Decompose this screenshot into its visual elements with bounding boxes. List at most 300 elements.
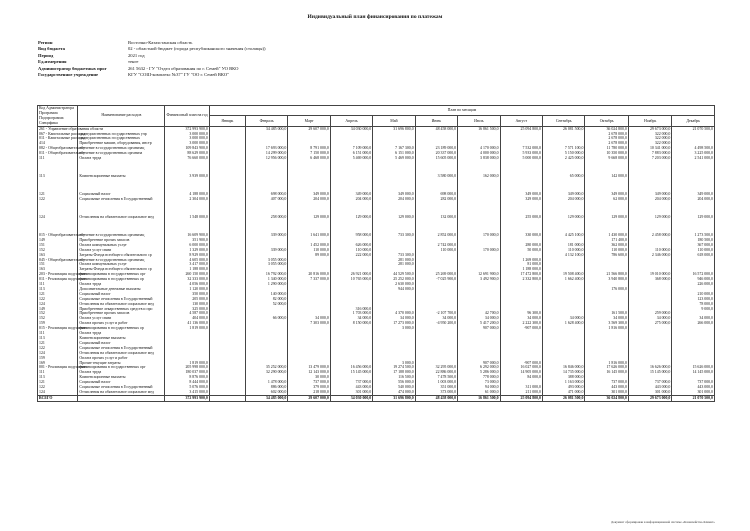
table-row [38, 197, 715, 215]
row-month-value: 443 000,0 [330, 385, 372, 390]
row-month-value: 275 000,0 [628, 321, 671, 326]
row-month-value: 34 485 000,0 [245, 126, 287, 131]
row-month-value: 7 167 300,0 [373, 146, 415, 151]
row-month-value: 301 000,0 [672, 390, 715, 395]
row-month-value: 1 703 000,0 [330, 311, 372, 316]
row-month-value: 15 145 000,0 [330, 370, 372, 375]
row-month-value: 204 000,0 [330, 197, 372, 215]
row-month-value: 698 000,0 [415, 192, 457, 197]
row-month-value: 17 273 000,0 [373, 321, 415, 326]
row-month-value: 3 055 000,0 [245, 258, 287, 263]
row-month-value: 367 000,0 [672, 243, 715, 248]
meta-value: тенге [128, 59, 139, 65]
row-name: Приобретение лекарственных средств и про [78, 307, 165, 312]
row-code: 149 [38, 307, 78, 312]
row-name: Отчисления на обязательное социальное мед [78, 351, 165, 356]
row-code: 113 [38, 287, 78, 292]
row-month-value: 61 000,0 [458, 390, 500, 395]
row-month-value: 25 094 800,0 [500, 395, 542, 401]
row-month-value: 280 000,0 [500, 243, 542, 248]
row-month-value: 2 742 000,0 [415, 243, 457, 248]
row-month-value: 3 000,0 [373, 361, 415, 366]
row-month-value: 34 030 000,0 [330, 395, 372, 401]
row-code: 152 [38, 311, 78, 316]
row-month-value: 16 861 500,0 [458, 395, 500, 401]
row-month-value: 339 000,0 [245, 233, 287, 238]
row-year-total: 8 929 000,0 [165, 253, 210, 258]
row-month-value: 493 000,0 [542, 385, 584, 390]
row-code: 015 - Реализация подушевого [39, 326, 88, 331]
row-name: Оплата прочих услуг и работ [78, 356, 165, 361]
row-year-total: 3 000 000,0 [165, 136, 210, 141]
row-year-total: 32 333 000,0 [165, 277, 210, 282]
row-month-value: 1 340 000,0 [245, 277, 287, 282]
row-month-value: 110 000,0 [672, 248, 715, 253]
row-month-value: 162 000,0 [458, 174, 500, 192]
row-month-value: 16 456 000,0 [330, 365, 372, 370]
row-month-value: 259 000,0 [628, 311, 671, 316]
row-month-value: 7 109 000,0 [330, 146, 372, 151]
row-month-value: 6 292 000,0 [458, 365, 500, 370]
row-month-value: 1 641 000,0 [288, 233, 330, 238]
row-month-value: 132 000,0 [415, 215, 457, 233]
row-month-value: 1 452 000,0 [288, 243, 330, 248]
row-code: 111 [38, 331, 78, 336]
row-month-value: 8 150 000,0 [330, 321, 372, 326]
row-code: 067 - Капитальные расходы [39, 131, 85, 136]
row-code: 163 [38, 267, 78, 272]
row-month-value: 2 222 300,0 [500, 321, 542, 326]
row-code: 113 [38, 375, 78, 380]
row-month-value: 281 000,0 [373, 258, 415, 263]
row-year-total: 8 444 000,0 [165, 380, 210, 385]
row-month-value: 786 600,0 [585, 253, 628, 258]
row-month-value: 368 000,0 [628, 277, 671, 282]
row-month-value: 737 000,0 [330, 380, 372, 385]
row-month-value [458, 197, 500, 215]
header-code: Код Администратора Программа Подпрограмма Специфика [38, 106, 78, 127]
row-month-value: 16 145 000,0 [585, 370, 628, 375]
row-month-value: 20 337 000,0 [415, 151, 457, 156]
row-code: 121 [38, 341, 78, 346]
row-code: 124 [38, 351, 78, 356]
row-year-total: 4 605 000,0 [165, 258, 210, 263]
row-month-value: 3 580 000,0 [415, 174, 457, 192]
plan-table-wrap [37, 105, 715, 402]
row-month-value [458, 215, 500, 233]
row-year-total: 3 000 000,0 [165, 141, 210, 146]
row-month-value: 349 000,0 [542, 192, 584, 197]
row-month-value: 204 000,0 [672, 197, 715, 215]
row-month-value: 34 000,0 [672, 316, 715, 321]
row-month-value: 733 300,0 [373, 233, 415, 238]
row-month-value [672, 174, 715, 192]
row-month-value: 129 000,0 [542, 215, 584, 233]
row-month-value: 5 469 000,0 [330, 156, 372, 174]
row-month-value: 73 000,0 [458, 380, 500, 385]
row-month-value: 116 500,0 [373, 375, 415, 380]
row-year-total: 1 329 000,0 [165, 248, 210, 253]
row-month-value: -4 950 200,0 [415, 321, 457, 326]
row-month-value: 1 628 400,0 [542, 321, 584, 326]
row-month-value: 20 816 000,0 [288, 272, 330, 277]
row-name: Отчисления на обязательное социальное мед [78, 302, 165, 307]
row-code: 011 - Реализация подушевого [39, 277, 88, 282]
row-name: финансирования в государственных ор [78, 326, 165, 331]
row-month-value: 379 000,0 [288, 385, 330, 390]
row-code: 011 - Общеобразовательное [39, 151, 85, 156]
row-month-value: 443 000,0 [585, 385, 628, 390]
row-year-total: 3 939 000,0 [165, 174, 210, 192]
row-month-value: 123 000,0 [672, 297, 715, 302]
row-month-value: 170 000,0 [458, 248, 500, 253]
row-year-total: 325 000,0 [165, 307, 210, 312]
row-month-value: 13 479 000,0 [288, 365, 330, 370]
row-month-value: 36 024 800,0 [585, 126, 628, 131]
month-header: Декабрь [672, 116, 715, 126]
row-month-value: 1 662 400,0 [542, 277, 584, 282]
row-month-value: 907 000,0 [458, 361, 500, 366]
row-month-value: 30 000,0 [288, 375, 330, 380]
row-month-value: 349 000,0 [330, 192, 372, 197]
row-code: 045 - Общеобразовательное [39, 257, 86, 262]
row-code: 124 [38, 302, 78, 307]
row-month-value: 204 000,0 [373, 197, 415, 215]
row-code: 169 [38, 361, 78, 366]
row-month-value: 7 303 000,0 [288, 321, 330, 326]
row-month-value: 26 081 500,0 [542, 395, 584, 401]
row-month-value: 7 337 000,0 [288, 277, 330, 282]
row-month-value: 3 569 300,0 [585, 321, 628, 326]
row-month-value: 17 472 800,0 [500, 272, 542, 277]
row-code: 121 [38, 192, 78, 197]
row-month-value: 34 000,0 [415, 316, 457, 321]
row-year-total: 3 417 000,0 [165, 262, 210, 267]
row-month-value: 25 252 000,0 [373, 277, 415, 282]
row-month-value: 14 905 000,0 [500, 370, 542, 375]
row-month-value: 4 425 100,0 [542, 233, 584, 238]
row-month-value: 82 000,0 [245, 297, 287, 302]
document-meta [38, 40, 266, 78]
month-header: Октябрь [585, 116, 628, 126]
row-year-total: 76 660 000,0 [165, 156, 210, 174]
row-name: Оплата услуг связи [78, 248, 165, 253]
row-month-value: 1 430 000,0 [585, 233, 628, 238]
row-month-value: 1 273 500,0 [672, 233, 715, 238]
row-name [78, 395, 165, 401]
row-year-total: 6 000 000,0 [165, 243, 210, 248]
row-code: 113 [38, 174, 78, 192]
row-year-total: 404 000,0 [165, 316, 210, 321]
meta-value: 261 5632 - ГУ "Отдел образования по г. Семей" УО ВКО [128, 65, 239, 71]
row-month-value: 34 030 000,0 [330, 126, 372, 131]
meta-value: КГУ "СОШ-комплекс №37" ГУ "ОО г. Семей ВКО" [128, 72, 230, 78]
row-name: Оплата коммунальных услуг [78, 262, 165, 267]
row-month-value: 474 000,0 [373, 390, 415, 395]
month-header: Февраль [245, 116, 287, 126]
row-month-value: 142 000,0 [585, 174, 628, 192]
row-month-value: 322 000,0 [628, 132, 671, 137]
row-month-value: 351 000,0 [415, 385, 457, 390]
row-month-value: 26 921 000,0 [330, 272, 372, 277]
row-month-value [245, 174, 287, 192]
row-month-value: 23 189 000,0 [415, 146, 457, 151]
row-month-value: 12 956 000,0 [245, 156, 287, 174]
month-header: Январь [209, 116, 245, 126]
row-month-value: -907 000,0 [500, 361, 542, 366]
row-month-value: 34 000,0 [373, 316, 415, 321]
row-month-value: 21 070 500,0 [672, 126, 715, 131]
row-month-value: 5 000 000,0 [500, 156, 542, 174]
row-month-value: 322 000,0 [628, 136, 671, 141]
row-name: обучение в государственных организац [78, 146, 165, 151]
row-year-total: 109 843 900,0 [165, 146, 210, 151]
document-title: Индивидуальный план финансирования по платежам [307, 14, 443, 20]
row-month-value: 34 000,0 [628, 316, 671, 321]
row-month-value: 4 370 000,0 [373, 311, 415, 316]
row-name: Оплата труда [78, 156, 165, 174]
row-month-value: 907 000,0 [458, 326, 500, 331]
row-month-value: 329 000,0 [500, 197, 542, 215]
row-month-value [209, 174, 245, 192]
meta-label: Регион [38, 40, 53, 45]
row-code: 152 [38, 248, 78, 253]
row-year-total: 4 056 000,0 [165, 282, 210, 287]
row-name: Социальные отчисления в Государственный [78, 346, 165, 351]
row-month-value: 36 024 800,0 [585, 395, 628, 401]
row-year-total: 351 900,0 [165, 238, 210, 243]
row-month-value: 3 225 000,0 [672, 151, 715, 156]
row-month-value [209, 197, 245, 215]
row-month-value: 62 000,0 [585, 197, 628, 215]
row-month-value: 958 000,0 [330, 233, 372, 238]
row-name: финансирования в государственных орг [78, 272, 165, 277]
table-row [38, 156, 715, 174]
row-year-total: 88 629 000,0 [165, 151, 210, 156]
month-header: Март [288, 116, 330, 126]
row-month-value: 161 500,0 [585, 311, 628, 316]
header-year-plan: Финансовый план на год [165, 106, 210, 127]
meta-row [38, 72, 266, 78]
row-month-value: 22 886 000,0 [415, 370, 457, 375]
row-month-value: 16 861 500,0 [458, 126, 500, 131]
row-code: 015 - Общеобразовательное [39, 232, 86, 237]
row-code: 152 [38, 316, 78, 321]
row-month-value: 349 000,0 [500, 192, 542, 197]
row-month-value: -2 107 700,0 [415, 311, 457, 316]
row-month-value: 96 300,0 [500, 311, 542, 316]
header-name: Наименование расходов [78, 106, 165, 127]
row-month-value: 388 000,0 [542, 375, 584, 380]
row-month-value: 266 000,0 [672, 321, 715, 326]
row-month-value: -7 025 900,0 [415, 277, 457, 282]
row-month-value: 16 626 000,0 [628, 365, 671, 370]
row-year-total: 130 000,0 [165, 302, 210, 307]
row-month-value: 349 000,0 [373, 192, 415, 197]
row-month-value: 282 000,0 [415, 197, 457, 215]
row-month-value: 204 000,0 [288, 197, 330, 215]
row-code: 111 [38, 282, 78, 287]
row-year-total: 16 609 900,0 [165, 233, 210, 238]
meta-label: Администратор бюджетных прог [38, 65, 107, 71]
row-month-value: 15 145 000,0 [628, 370, 671, 375]
row-month-value: 7 150 000,0 [288, 151, 330, 156]
row-month-value: 2 630 000,0 [373, 282, 415, 287]
row-year-total: 8 876 000,0 [165, 375, 210, 380]
row-month-value: 176 000,0 [585, 287, 628, 292]
row-month-value: 1 003 000,0 [415, 380, 457, 385]
month-header: Июль [458, 116, 500, 126]
row-code: 121 [38, 292, 78, 297]
row-year-total: 1 819 000,0 [165, 361, 210, 366]
row-month-value: 15 605 000,0 [415, 156, 457, 174]
row-name: обучение в государственных организа [78, 151, 165, 156]
row-month-value: 78 000,0 [672, 302, 715, 307]
row-month-value: 218 000,0 [288, 390, 330, 395]
row-month-value: 211 000,0 [500, 390, 542, 395]
row-month-value: 733 300,0 [373, 253, 415, 258]
row-name: Оплата коммунальных услуг [78, 243, 165, 248]
row-code: 149 [38, 238, 78, 243]
row-name: Оплата труда [78, 282, 165, 287]
row-month-value: 2 332 800,0 [500, 277, 542, 282]
row-month-value: 540 000,0 [373, 385, 415, 390]
meta-value: 02 - областной бюджет (города республиканского значения (столицы)) [128, 46, 266, 52]
row-name: Компенсационные выплаты [78, 336, 165, 341]
row-month-value: 110 000,0 [628, 248, 671, 253]
row-month-value: 204 000,0 [542, 197, 584, 215]
month-header: Апрель [330, 116, 372, 126]
row-month-value: 4 132 100,0 [542, 253, 584, 258]
row-name: Оплата труда [78, 331, 165, 336]
row-month-value: 301 000,0 [585, 390, 628, 395]
row-month-value: 29 607 000,0 [288, 395, 330, 401]
row-year-total: 4 188 000,0 [165, 192, 210, 197]
row-month-value: 16 846 000,0 [542, 365, 584, 370]
row-year-total: 1 188 000,0 [165, 267, 210, 272]
row-month-value: 19 010 000,0 [628, 272, 671, 277]
row-month-value: 7 883 000,0 [628, 151, 671, 156]
row-month-value: 737 000,0 [585, 380, 628, 385]
row-month-value: 8 791 000,0 [288, 146, 330, 151]
row-month-value: 698 000,0 [245, 192, 287, 197]
row-code: 414 [38, 141, 78, 146]
row-code: 111 [38, 156, 78, 174]
row-year-total: 3 415 000,0 [165, 390, 210, 395]
row-month-value [500, 174, 542, 192]
row-name: подведомственных государственных учр [78, 132, 165, 137]
row-month-value: 602 000,0 [245, 390, 287, 395]
row-year-total: 3 000 000,0 [165, 132, 210, 137]
row-code: 111 [38, 370, 78, 375]
row-month-value: 2 346 000,0 [628, 253, 671, 258]
row-year-total: 1 548 000,0 [165, 215, 210, 233]
row-month-value: 2 425 000,0 [542, 156, 584, 174]
month-header: Июнь [415, 116, 457, 126]
row-month-value: 7 532 000,0 [500, 146, 542, 151]
meta-value: Восточно-Казахстанская область [128, 40, 193, 45]
row-month-value: 66 000,0 [245, 316, 287, 321]
row-month-value: 301 000,0 [628, 390, 671, 395]
row-name: Компенсационные выплаты [78, 174, 165, 192]
row-month-value: 25 269 000,0 [415, 272, 457, 277]
month-header: Май [373, 116, 415, 126]
row-month-value: 737 000,0 [288, 380, 330, 385]
row-month-value: 89 000,0 [288, 253, 330, 258]
row-code: 261 - Управление образования области [39, 126, 104, 131]
row-month-value: 129 000,0 [373, 215, 415, 233]
row-month-value: 204 000,0 [628, 197, 671, 215]
row-month-value: 181 000,0 [542, 243, 584, 248]
row-month-value: 17 693 000,0 [245, 146, 287, 151]
row-month-value: 737 000,0 [672, 380, 715, 385]
row-month-value: 9 668 000,0 [585, 156, 628, 174]
row-month-value: 443 000,0 [628, 385, 671, 390]
row-month-value: 301 000,0 [330, 390, 372, 395]
row-month-value: 5 286 000,0 [458, 370, 500, 375]
row-year-total: 5 076 000,0 [165, 385, 210, 390]
row-month-value: 1 816 000,0 [585, 361, 628, 366]
row-month-value: 10 350 000,0 [585, 151, 628, 156]
row-month-value: 3 492 900,0 [458, 277, 500, 282]
row-code: 151 [38, 243, 78, 248]
row-month-value: 35 252 000,0 [245, 365, 287, 370]
row-name: Социальные отчисления в Государственный [78, 197, 165, 215]
row-name: Оплата услуг связи [78, 316, 165, 321]
row-code: 122 [38, 385, 78, 390]
row-month-value: 349 000,0 [672, 192, 715, 197]
row-name: Отчисления на обязательное социальное мед [78, 390, 165, 395]
row-month-value: 171 400,0 [585, 238, 628, 243]
row-year-total: 41 136 000,0 [165, 321, 210, 326]
row-month-value: 316 000,0 [330, 307, 372, 312]
row-month-value: 1 290 000,0 [245, 282, 287, 287]
row-month-value: 31 696 800,0 [373, 395, 415, 401]
row-month-value: 2 678 000,0 [585, 136, 628, 141]
row-month-value: 255 000,0 [500, 215, 542, 233]
row-month-value: 17 188 000,0 [373, 370, 415, 375]
month-header: Сентябрь [542, 116, 584, 126]
row-name: Социальные отчисления в Государственный [78, 297, 165, 302]
row-month-value: 946 000,0 [672, 277, 715, 282]
row-month-value: 14 299 000,0 [245, 151, 287, 156]
row-month-value [288, 174, 330, 192]
row-name: финансирования в государственных орг [78, 365, 165, 370]
row-year-total: 260 150 000,0 [165, 272, 210, 277]
row-month-value: 129 000,0 [628, 215, 671, 233]
row-month-value: 34 000,0 [330, 316, 372, 321]
row-month-value: 129 000,0 [330, 215, 372, 233]
row-month-value: 5 417 200,0 [458, 321, 500, 326]
row-month-value: 21 070 500,0 [672, 395, 715, 401]
row-month-value: 311 000,0 [500, 385, 542, 390]
row-month-value: 140 000,0 [245, 292, 287, 297]
plan-table-body [38, 126, 715, 401]
row-month-value: 16 792 000,0 [245, 272, 287, 277]
row-month-value: 12 691 900,0 [458, 272, 500, 277]
row-year-total: 205 998 000,0 [165, 365, 210, 370]
row-month-value: 5 150 000,0 [542, 151, 584, 156]
row-month-value: 281 000,0 [373, 262, 415, 267]
row-name: Социальные отчисления в Государственный [78, 385, 165, 390]
row-month-value: 110 000,0 [288, 248, 330, 253]
row-month-value: 34 000,0 [500, 316, 542, 321]
row-month-value: 4 000 000,0 [458, 151, 500, 156]
row-code: 159 [38, 321, 78, 326]
row-month-value: 25 094 800,0 [500, 126, 542, 131]
meta-value: 2021 год [128, 52, 145, 58]
row-month-value [209, 395, 245, 401]
